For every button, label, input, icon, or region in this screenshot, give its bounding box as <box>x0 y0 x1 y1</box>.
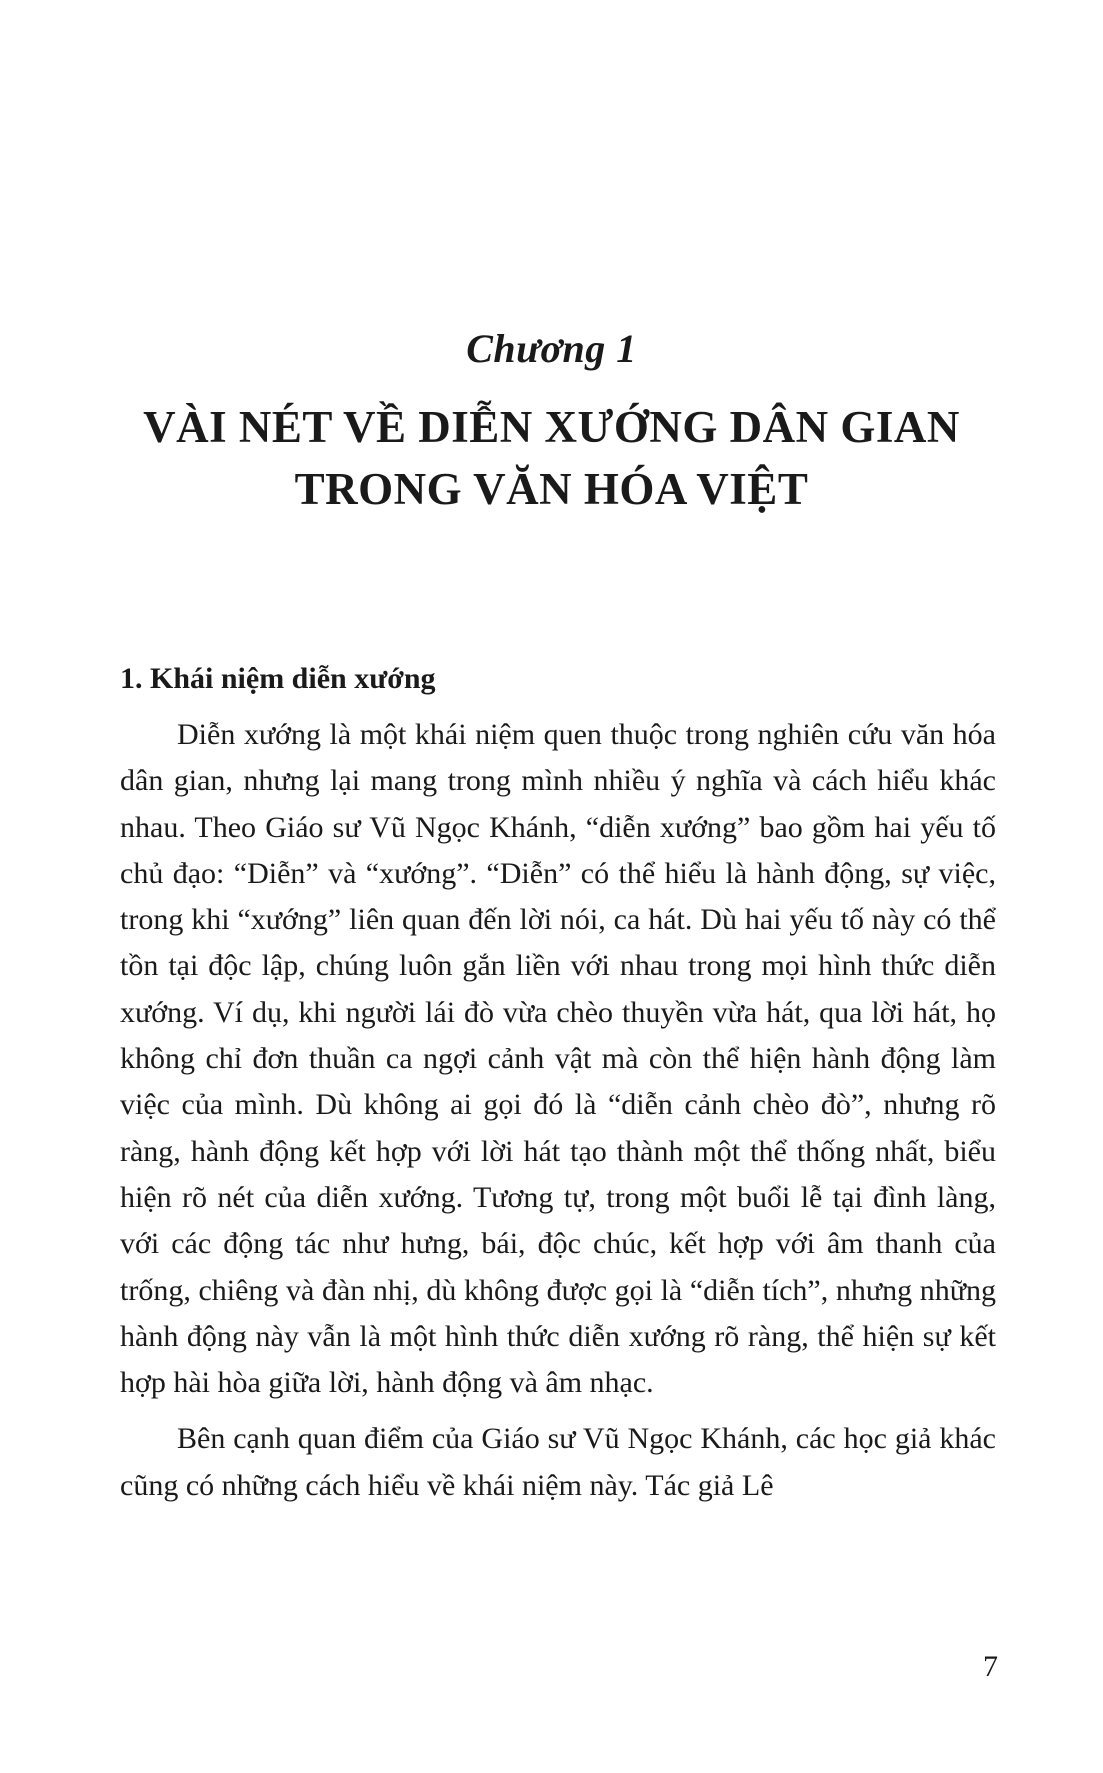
chapter-title-line-1: VÀI NÉT VỀ DIỄN XƯỚNG DÂN GIAN <box>143 402 960 452</box>
paragraph-2: Bên cạnh quan điểm của Giáo sư Vũ Ngọc Khánh, các học giả khác cũng có những cách hiểu về khái niệm này. Tác giả Lê <box>120 1422 996 1502</box>
chapter-label: Chương 1 <box>466 326 637 371</box>
body-text <box>120 712 996 1509</box>
chapter-title-line-2: TRONG VĂN HÓA VIỆT <box>294 464 809 514</box>
section-heading: 1. Khái niệm diễn xướng <box>120 662 436 695</box>
paragraph-1: Diễn xướng là một khái niệm quen thuộc trong nghiên cứu văn hóa dân gian, nhưng lại mang trong mình nhiều ý nghĩa và cách hiểu khác nhau. Theo Giáo sư Vũ Ngọc Khánh, “diễn xướng” bao gồm hai yếu tố chủ đạo: “Diễn” và “xướng”. “Diễn” có thể hiểu là hành động, sự việc, trong khi “xướng” liên quan đến lời nói, ca hát. Dù hai yếu tố này có thể tồn tại độc lập, chúng luôn gắn liền với nhau trong mọi hình thức diễn xướng. Ví dụ, khi người lái đò vừa chèo thuyền vừa hát, qua lời hát, họ không chỉ đơn thuần ca ngợi cảnh vật mà còn thể hiện hành động làm việc của mình. Dù không ai gọi đó là “diễn cảnh chèo đò”, nhưng rõ ràng, hành động kết hợp với lời hát tạo thành một thể thống nhất, biểu hiện rõ nét của diễn xướng. Tương tự, trong một buổi lễ tại đình làng, với các động tác như hưng, bái, độc chúc, kết hợp với âm thanh của trống, chiêng và đàn nhị, dù không được gọi là “diễn tích”, nhưng những hành động này vẫn là một hình thức diễn xướng rõ ràng, thể hiện sự kết hợp hài hòa giữa lời, hành động và âm nhạc. <box>120 718 996 1400</box>
chapter-title <box>80 396 1023 520</box>
page-number: 7 <box>983 1650 998 1683</box>
